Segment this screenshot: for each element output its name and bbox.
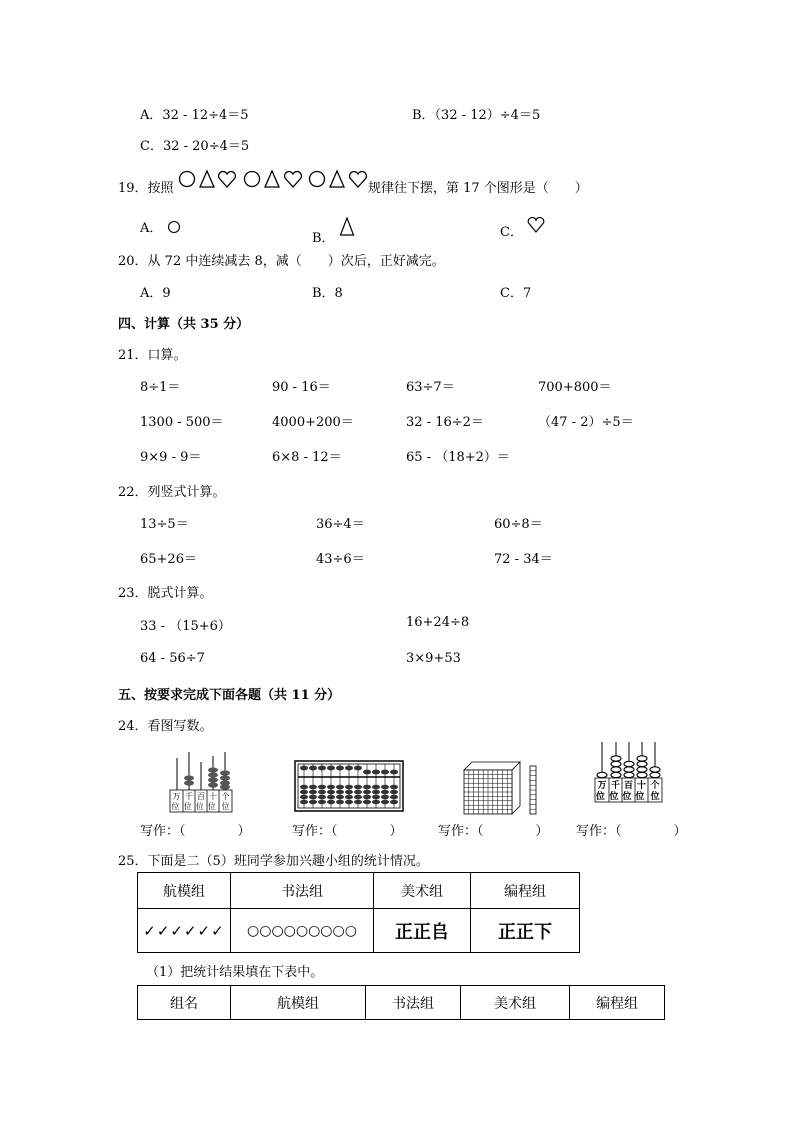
fill-header: 组名 — [138, 986, 231, 1020]
heart-icon — [219, 172, 236, 187]
q21-item: 700+800＝ — [538, 380, 612, 395]
base-ten-blocks-figure — [462, 760, 542, 816]
tally-marks: 正正下 — [471, 909, 580, 953]
q19-pattern — [178, 168, 368, 190]
q21-item: 8÷1＝ — [140, 380, 181, 395]
q19-prefix: 19．按照 — [118, 181, 174, 196]
q23-item: 33 - （15+6） — [140, 619, 231, 634]
triangle-icon — [200, 171, 214, 187]
fill-header: 航模组 — [231, 986, 366, 1020]
q23-item: 16+24÷8 — [406, 615, 470, 630]
q25-stem: 25．下面是二（5）班同学参加兴趣小组的统计情况。 — [118, 854, 429, 869]
abacus-figure-2 — [590, 740, 666, 806]
q22-item: 43÷6＝ — [316, 552, 365, 567]
q22-item: 60÷8＝ — [494, 517, 543, 532]
q21-item: 65 - （18+2）＝ — [406, 450, 510, 465]
circle-icon — [310, 172, 325, 187]
abacus-label: 万 — [172, 792, 181, 801]
circle-icon — [245, 172, 260, 187]
q21-item: 1300 - 500＝ — [140, 415, 224, 430]
q22-item: 72 - 34＝ — [494, 552, 553, 567]
q21-item: 32 - 16÷2＝ — [406, 415, 484, 430]
tally-marks: ○○○○○○○○○ — [231, 909, 374, 953]
section-5-title: 五、按要求完成下面各题（共 11 分） — [118, 688, 341, 703]
fill-header: 美术组 — [461, 986, 570, 1020]
q21-stem: 21．口算。 — [118, 348, 187, 363]
triangle-icon — [339, 217, 355, 237]
triangle-icon — [330, 171, 344, 187]
q24-write-4: 写作：（ ） — [576, 824, 687, 839]
abacus-figure — [165, 752, 239, 814]
q21-item: 6×8 - 12＝ — [272, 450, 342, 465]
q20-stem: 20．从 72 中连续减去 8，减（ ）次后，正好减完。 — [118, 254, 445, 269]
q22-item: 13÷5＝ — [140, 517, 189, 532]
tally-header: 书法组 — [231, 873, 374, 909]
q24-stem: 24．看图写数。 — [118, 719, 213, 734]
fill-header: 书法组 — [366, 986, 461, 1020]
q24-write-1: 写作：（ ） — [140, 824, 251, 839]
suanpan-figure — [294, 760, 404, 812]
q21-item: （47 - 2）÷5＝ — [538, 415, 634, 430]
fill-header: 编程组 — [570, 986, 665, 1020]
circle-icon — [167, 220, 181, 234]
q23-stem: 23．脱式计算。 — [118, 586, 213, 601]
heart-icon — [527, 217, 545, 233]
svg-text:万位 千位 百位 十位 个位: 万位 千位 百位 十位 个位 — [171, 792, 230, 811]
q20-option-c: C．7 — [500, 286, 532, 301]
q21-item: 4000+200＝ — [272, 415, 354, 430]
q18-option-c: C．32 - 20÷4＝5 — [140, 139, 250, 154]
tally-marks: ✓✓✓✓✓✓ — [138, 909, 231, 953]
q22-item: 36÷4＝ — [316, 517, 365, 532]
tally-marks: 正正𠂤 — [374, 909, 471, 953]
heart-icon — [285, 172, 302, 187]
triangle-icon — [265, 171, 279, 187]
section-4-title: 四、计算（共 35 分） — [118, 317, 250, 332]
heart-icon — [350, 172, 367, 187]
tally-header: 美术组 — [374, 873, 471, 909]
q18-option-b: B．（32 - 12）÷4＝5 — [412, 108, 541, 123]
q21-item: 90 - 16＝ — [272, 380, 331, 395]
q22-stem: 22．列竖式计算。 — [118, 485, 226, 500]
q19-option-b: B． — [312, 217, 355, 246]
svg-text:万位 千位 百位 十位 个位: 万位 千位 百位 十位 个位 — [595, 781, 660, 802]
q22-item: 65+26＝ — [140, 552, 197, 567]
q23-item: 3×9+53 — [406, 651, 461, 666]
q23-item: 64 - 56÷7 — [140, 651, 205, 666]
q21-item: 9×9 - 9＝ — [140, 450, 202, 465]
fill-table — [137, 985, 665, 1020]
q20-option-b: B．8 — [312, 286, 343, 301]
q24-write-3: 写作：（ ） — [438, 824, 549, 839]
circle-icon — [180, 172, 195, 187]
q18-option-a: A．32 - 12÷4＝5 — [140, 108, 249, 123]
q25-sub1: （1）把统计结果填在下表中。 — [146, 965, 324, 980]
q21-item: 63÷7＝ — [406, 380, 455, 395]
q24-write-2: 写作：（ ） — [292, 824, 403, 839]
q20-option-a: A．9 — [140, 286, 171, 301]
tally-table — [137, 872, 580, 953]
q19-suffix: 规律往下摆，第 17 个图形是（ ） — [368, 181, 588, 196]
tally-header: 编程组 — [471, 873, 580, 909]
tally-header: 航模组 — [138, 873, 231, 909]
q19-option-c: C． — [500, 217, 545, 240]
q19-option-a: A． — [140, 217, 181, 236]
